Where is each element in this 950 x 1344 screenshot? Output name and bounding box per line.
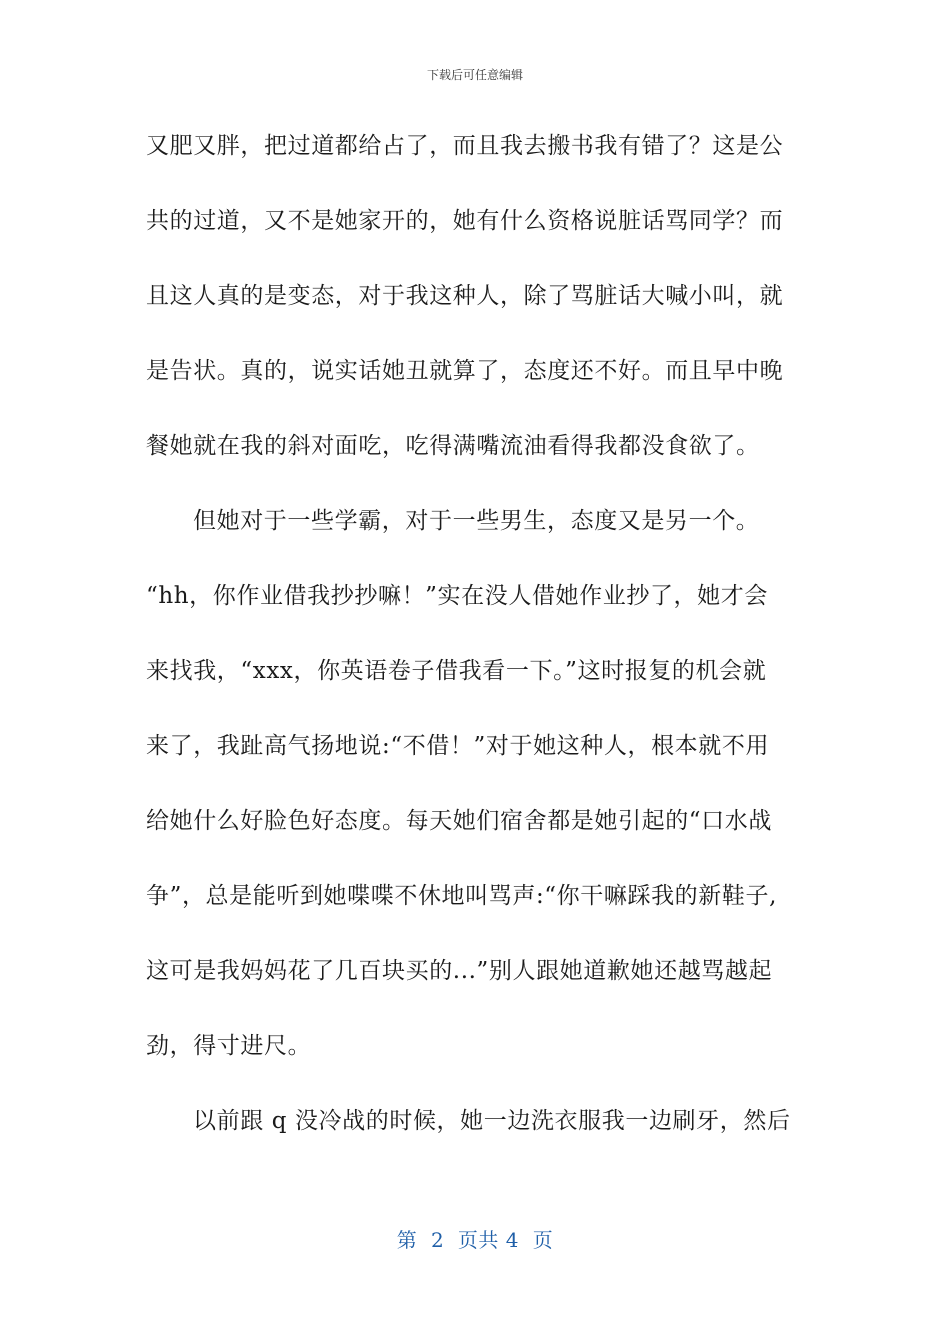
text-line: 来找我，“xxx，你英语卷子借我看一下。”这时报复的机会就 xyxy=(146,658,767,684)
text-line: 劲，得寸进尺。 xyxy=(146,1033,312,1059)
text-line: 争”，总是能听到她喋喋不休地叫骂声:“你干嘛踩我的新鞋子, xyxy=(146,883,777,909)
page-header: 下载后可任意编辑 xyxy=(426,68,523,82)
text-line: 是告状。真的，说实话她丑就算了，态度还不好。而且早中晚 xyxy=(146,358,784,384)
text-line: 给她什么好脸色好态度。每天她们宿舍都是她引起的“口水战 xyxy=(146,808,772,834)
text-line: 来了，我趾高气扬地说:“不借！”对于她这种人，根本就不用 xyxy=(146,733,770,759)
text-line: 餐她就在我的斜对面吃，吃得满嘴流油看得我都没食欲了。 xyxy=(146,433,760,459)
page-footer xyxy=(0,1224,950,1253)
paragraph-start-line: 以前跟 q 没冷战的时候，她一边洗衣服我一边刷牙，然后 xyxy=(193,1108,791,1134)
text-line: “hh，你作业借我抄抄嘛！”实在没人借她作业抄了，她才会 xyxy=(146,583,768,609)
page-number: 第 2 页共 4 页 xyxy=(396,1228,554,1252)
text-line: 共的过道，又不是她家开的，她有什么资格说脏话骂同学？而 xyxy=(146,208,784,234)
paragraph-start-line: 但她对于一些学霸，对于一些男生，态度又是另一个。 xyxy=(193,508,760,534)
text-line: 这可是我妈妈花了几百块买的...”别人跟她道歉她还越骂越起 xyxy=(146,958,773,984)
text-line: 且这人真的是变态，对于我这种人，除了骂脏话大喊小叫，就 xyxy=(146,283,784,309)
text-line: 又肥又胖，把过道都给占了，而且我去搬书我有错了？这是公 xyxy=(146,133,784,159)
document-body xyxy=(146,126,826,1176)
